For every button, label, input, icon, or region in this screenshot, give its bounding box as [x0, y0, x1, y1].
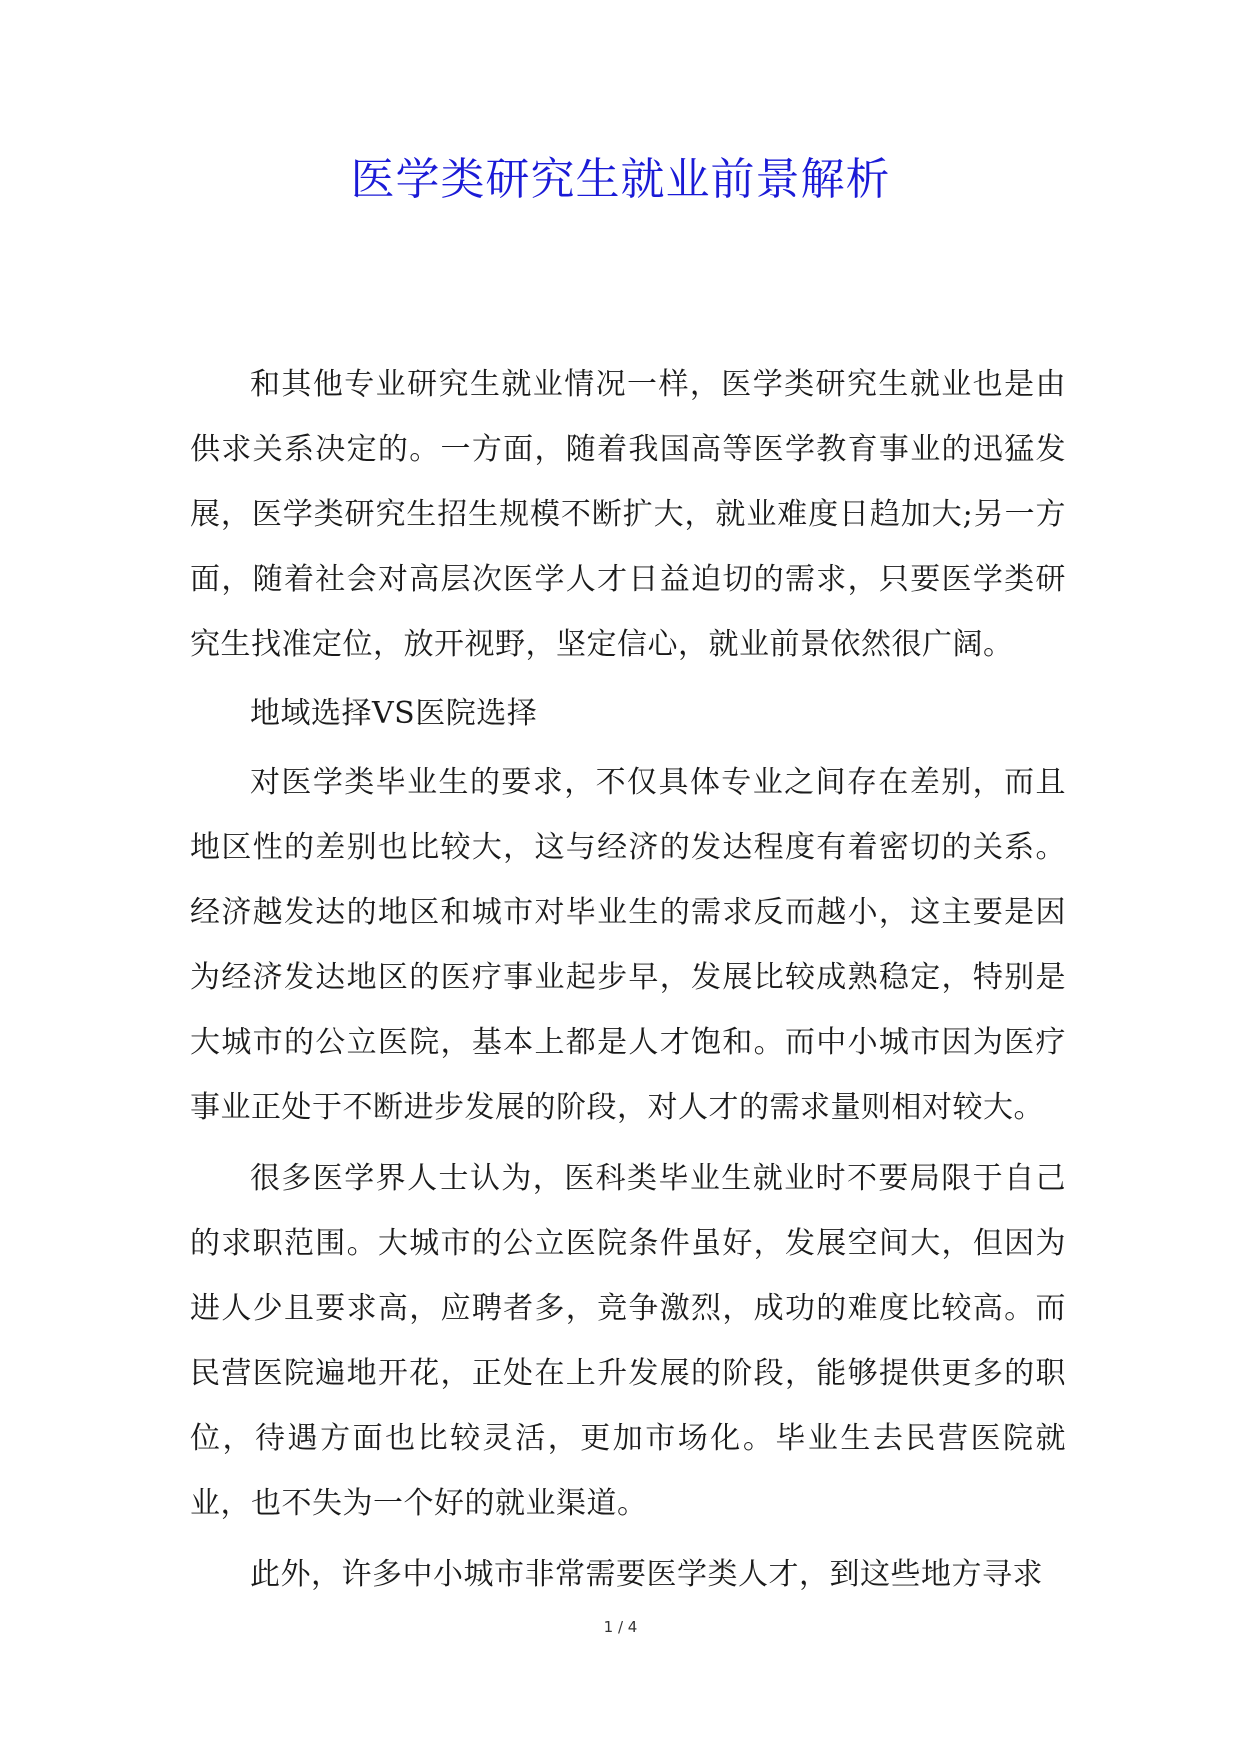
page-number: 1 / 4	[603, 1618, 638, 1636]
document-body	[190, 352, 1066, 1611]
paragraph-intro: 和其他专业研究生就业情况一样，医学类研究生就业也是由供求关系决定的。一方面，随着我国高等医学教育事业的迅猛发展，医学类研究生招生规模不断扩大，就业难度日趋加大;另一方面，随着社会对高层次医学人才日益迫切的需求，只要医学类研究生找准定位，放开视野，坚定信心，就业前景依然很广阔。	[190, 367, 1066, 662]
paragraph-hospitals: 很多医学界人士认为，医科类毕业生就业时不要局限于自己的求职范围。大城市的公立医院条件虽好，发展空间大，但因为进人少且要求高，应聘者多，竞争激烈，成功的难度比较高。而民营医院遍地开花，正处在上升发展的阶段，能够提供更多的职位，待遇方面也比较灵活，更加市场化。毕业生去民营医院就业，也不失为一个好的就业渠道。	[190, 1161, 1066, 1521]
document-title: 医学类研究生就业前景解析	[350, 154, 891, 205]
section-heading: 地域选择VS医院选择	[250, 696, 538, 731]
paragraph-regional: 对医学类毕业生的要求，不仅具体专业之间存在差别，而且地区性的差别也比较大，这与经济的发达程度有着密切的关系。经济越发达的地区和城市对毕业生的需求反而越小，这主要是因为经济发达地区的医疗事业起步早，发展比较成熟稳定，特别是大城市的公立医院，基本上都是人才饱和。而中小城市因为医疗事业正处于不断进步发展的阶段，对人才的需求量则相对较大。	[190, 765, 1066, 1125]
paragraph-small-cities: 此外，许多中小城市非常需要医学类人才，到这些地方寻求	[250, 1557, 1043, 1592]
